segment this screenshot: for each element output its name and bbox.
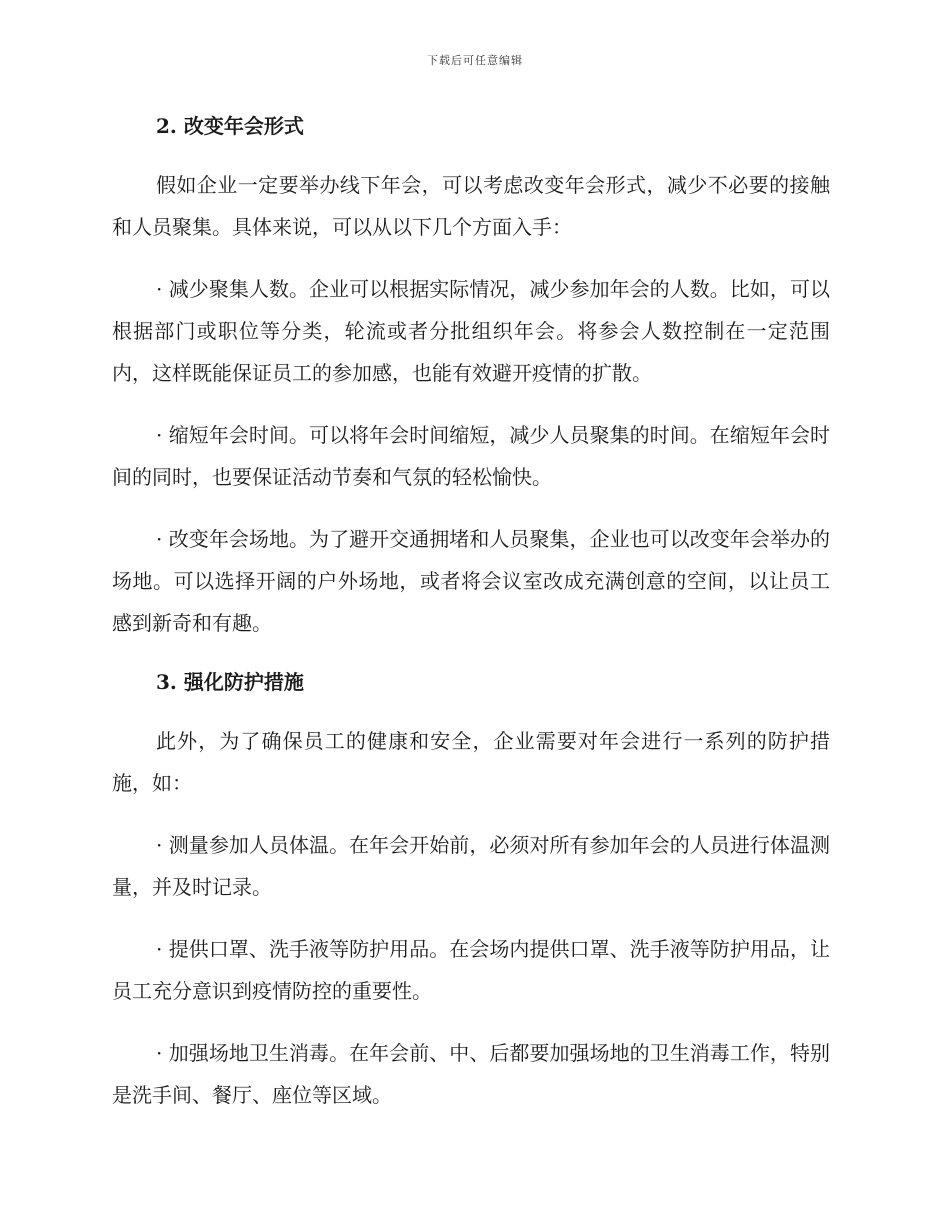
document-body [112, 108, 830, 1136]
paragraph-shorten-time: · 缩短年会时间。可以将年会时间缩短，减少人员聚集的时间。在缩短年会时间的同时，也要保证活动节奏和气氛的轻松愉快。 [112, 423, 830, 489]
paragraph-reduce-attendees: · 减少聚集人数。企业可以根据实际情况，减少参加年会的人数。比如，可以根据部门或职位等分类，轮流或者分批组织年会。将参会人数控制在一定范围内，这样既能保证员工的参加感，也能有效避开疫情的扩散。 [112, 277, 830, 385]
paragraph-disinfection: · 加强场地卫生消毒。在年会前、中、后都要加强场地的卫生消毒工作，特别是洗手间、餐厅、座位等区域。 [112, 1041, 830, 1107]
paragraph-masks: · 提供口罩、洗手液等防护用品。在会场内提供口罩、洗手液等防护用品，让员工充分意识到疫情防控的重要性。 [112, 937, 830, 1003]
paragraph-intro-format: 假如企业一定要举办线下年会，可以考虑改变年会形式，减少不必要的接触和人员聚集。具体来说，可以从以下几个方面入手： [112, 173, 830, 239]
paragraph-change-venue: · 改变年会场地。为了避开交通拥堵和人员聚集，企业也可以改变年会举办的场地。可以选择开阔的户外场地，或者将会议室改成充满创意的空间，以让员工感到新奇和有趣。 [112, 527, 830, 635]
page-header-note: 下载后可任意编辑 [427, 54, 523, 67]
section-heading-protection: 3. 强化防护措施 [156, 670, 304, 694]
section-heading-change-format: 2. 改变年会形式 [156, 114, 304, 138]
paragraph-intro-protection: 此外，为了确保员工的健康和安全，企业需要对年会进行一系列的防护措施，如： [112, 729, 830, 795]
paragraph-temperature: · 测量参加人员体温。在年会开始前，必须对所有参加年会的人员进行体温测量，并及时记录。 [112, 833, 830, 899]
